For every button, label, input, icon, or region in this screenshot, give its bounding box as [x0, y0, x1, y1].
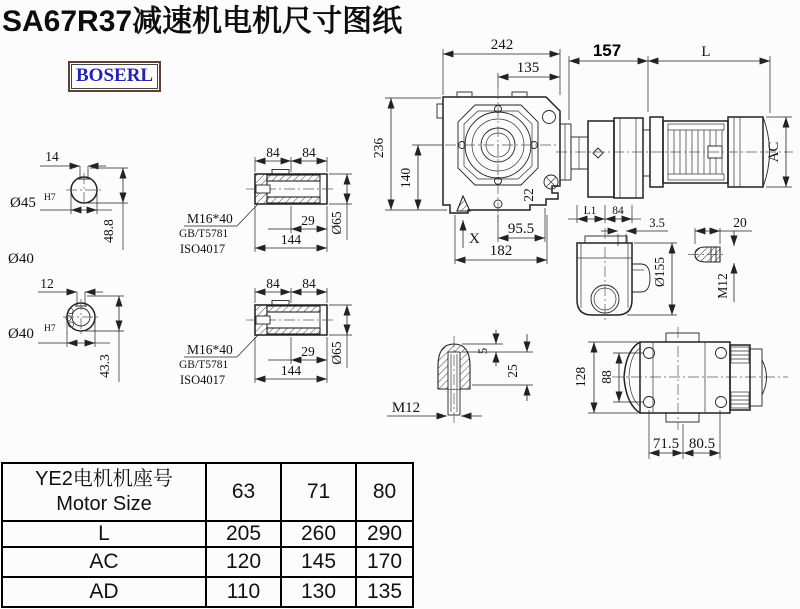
- motor-assembly-view: [556, 41, 793, 223]
- output-shaft-section-view: [8, 276, 124, 382]
- label-thread-m12-plug: M12: [391, 400, 421, 416]
- dim-spacing-88: 88: [599, 370, 614, 384]
- gearbox-side-view: [577, 215, 752, 322]
- dim-length-144-b: 144: [280, 363, 302, 378]
- dim-motor-length-l: L: [701, 44, 711, 60]
- motor-size-table: [1, 462, 414, 608]
- label-bolt-spec-b: M16*40: [187, 342, 233, 357]
- dim-height-48-8: 48.8: [101, 219, 116, 243]
- label-thread-m12-side: M12: [715, 273, 730, 299]
- gearbox-front-view: [371, 37, 560, 264]
- dim-width-242: 242: [490, 37, 514, 53]
- value-l-80: 290: [356, 521, 413, 547]
- row-label-ad: AD: [2, 577, 206, 607]
- dim-outer-o65-b: Ø65: [329, 341, 344, 365]
- plug-detail-view: [387, 330, 533, 424]
- dim-adapter-157: 157: [592, 41, 622, 60]
- value-l-71: 260: [281, 521, 356, 547]
- dim-flange-o155: Ø155: [652, 257, 667, 287]
- value-ac-63: 120: [206, 547, 281, 577]
- dim-foot-80-5: 80.5: [688, 436, 716, 452]
- frame-size-71: 71: [281, 463, 356, 521]
- dim-overall-128: 128: [573, 366, 588, 388]
- table-row: [2, 547, 413, 577]
- dim-bore-o45: Ø45: [10, 195, 36, 211]
- dim-height-43-3: 43.3: [97, 354, 112, 378]
- input-shaft-section-view: [8, 149, 128, 267]
- table-header-line1: YE2电机机座号: [35, 468, 173, 490]
- dim-bore-o40: Ø40: [8, 326, 34, 342]
- value-ad-71: 130: [281, 577, 356, 607]
- dim-bore-o40-tol: H7: [44, 324, 56, 334]
- row-label-l: L: [2, 521, 206, 547]
- dim-seg1-84-b: 84: [266, 276, 280, 291]
- label-standard-gb-b: GB/T5781: [179, 359, 229, 371]
- dim-depth-29-b: 29: [301, 344, 315, 359]
- dim-foot-22: 22: [521, 188, 536, 202]
- bushing-section-upper: [179, 145, 352, 256]
- table-row: [2, 577, 413, 607]
- dim-foot-71-5: 71.5: [652, 436, 680, 452]
- label-bolt-spec: M16*40: [187, 211, 233, 226]
- dim-depth-25: 25: [505, 364, 520, 378]
- dim-half-135: 135: [516, 60, 540, 76]
- dim-height-236: 236: [371, 137, 386, 159]
- dim-seg2-84: 84: [302, 145, 316, 160]
- dim-length-144: 144: [280, 232, 302, 247]
- dim-keyway-12: 12: [40, 276, 54, 291]
- label-standard-gb: GB/T5781: [179, 228, 229, 240]
- value-ad-80: 135: [356, 577, 413, 607]
- brand-logo-text: BOSERL: [71, 64, 158, 89]
- dim-offset-3-5: 3.5: [649, 216, 665, 230]
- dim-outer-o65: Ø65: [329, 211, 344, 235]
- label-standard-iso-b: ISO4017: [180, 373, 226, 387]
- row-label-ac: AC: [2, 547, 206, 577]
- value-ac-80: 170: [356, 547, 413, 577]
- dim-protrusion-5: 5: [476, 347, 490, 355]
- dim-keyway-14: 14: [45, 149, 59, 164]
- table-header-line2: Motor Size: [56, 493, 152, 515]
- label-standard-iso: ISO4017: [180, 242, 226, 256]
- dim-key-20: 20: [733, 215, 747, 230]
- value-ac-71: 145: [281, 547, 356, 577]
- dim-hub-o40: Ø40: [8, 251, 34, 267]
- dim-seg2-84-b: 84: [302, 276, 316, 291]
- value-ad-63: 110: [206, 577, 281, 607]
- dim-base-182: 182: [489, 243, 513, 259]
- page-title: SA67R37减速机电机尺寸图纸: [2, 5, 403, 38]
- dim-motor-dia-ac: AC: [766, 141, 782, 163]
- gearbox-top-view: [573, 327, 788, 459]
- table-header-cell: [2, 463, 206, 521]
- dim-pitch-95-5: 95.5: [507, 221, 535, 237]
- label-datum-x: X: [469, 231, 480, 247]
- dim-seg1-84: 84: [266, 145, 280, 160]
- dim-l1: L1: [583, 205, 597, 217]
- frame-size-80: 80: [356, 463, 413, 521]
- dim-hub-84: 84: [612, 205, 624, 217]
- bushing-section-lower: [179, 276, 352, 387]
- dim-bore-tol: H7: [44, 193, 56, 203]
- dim-depth-29: 29: [301, 213, 315, 228]
- frame-size-63: 63: [206, 463, 281, 521]
- table-row: [2, 521, 413, 547]
- dim-axis-140: 140: [398, 167, 413, 189]
- value-l-63: 205: [206, 521, 281, 547]
